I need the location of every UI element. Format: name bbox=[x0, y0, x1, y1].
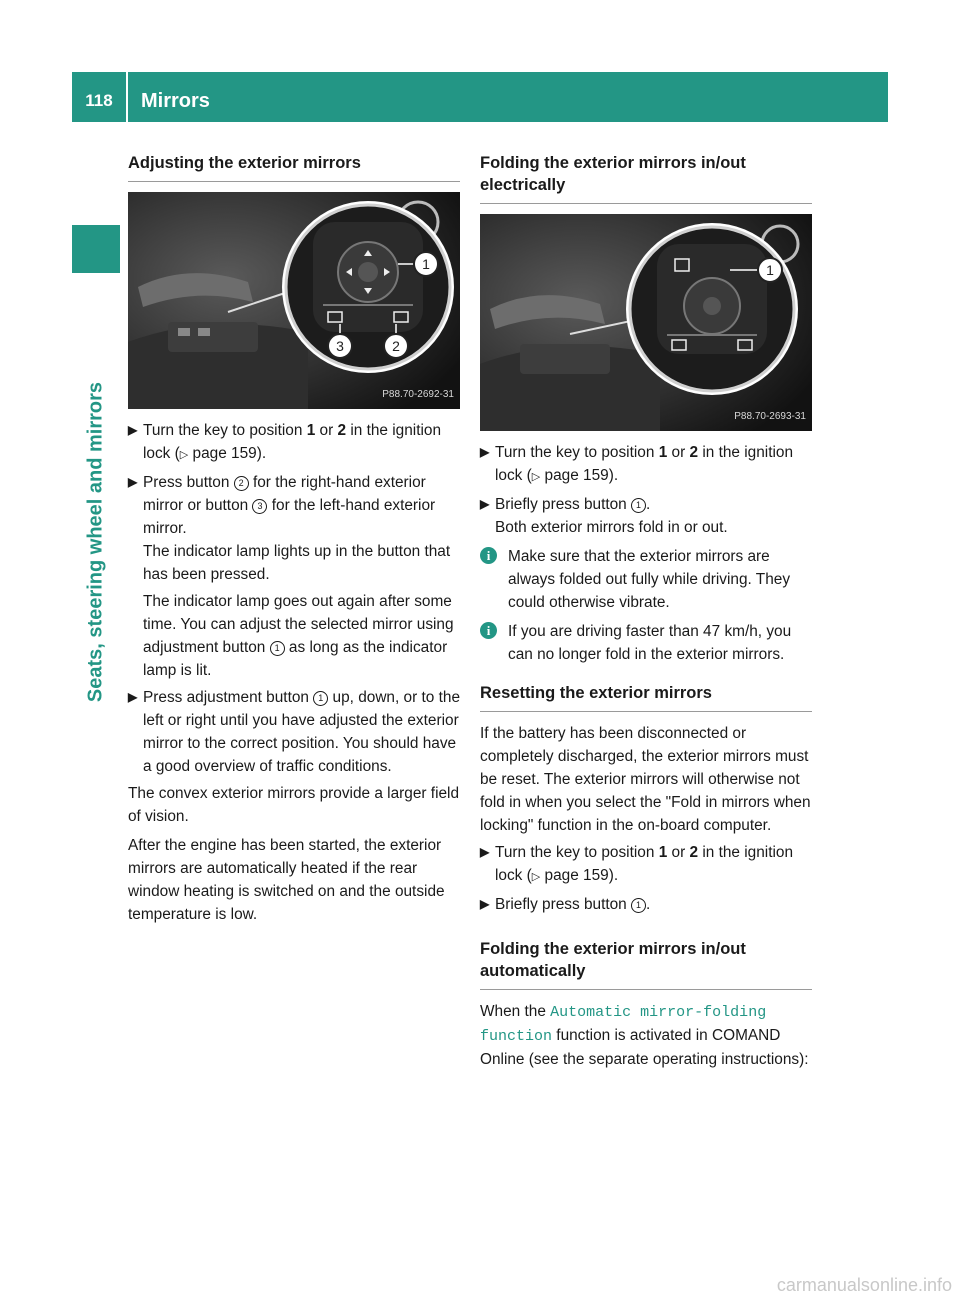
button-3-marker: 3 bbox=[252, 499, 267, 514]
instruction-arrow-icon: ▶ bbox=[480, 845, 490, 859]
instruction-step: ▶ Press adjustment button 1 up, down, or to the left or right until you have adjusted the exterior mirror to the correct position. You should have a good overview of traffic conditions. bbox=[128, 686, 460, 778]
instruction-arrow-icon: ▶ bbox=[128, 475, 138, 489]
chapter-side-label: Seats, steering wheel and mirrors bbox=[84, 381, 107, 703]
button-1-marker: 1 bbox=[313, 691, 328, 706]
button-1-marker: 1 bbox=[631, 898, 646, 913]
body-paragraph: After the engine has been started, the exterior mirrors are automatically heated if the rear window heating is switched on and the outside temperature is low. bbox=[128, 837, 445, 923]
mirror-fold-figure bbox=[480, 214, 812, 431]
info-icon: i bbox=[480, 622, 497, 639]
door-panel-illustration bbox=[480, 214, 812, 431]
page-number: 118 bbox=[85, 91, 113, 110]
instruction-continuation: The indicator lamp lights up in the button that has been pressed. bbox=[143, 543, 451, 583]
page-ref-icon: ▷ bbox=[179, 449, 189, 461]
chapter-tab-marker bbox=[72, 225, 120, 273]
svg-text:2: 2 bbox=[392, 338, 400, 354]
instruction-step: ▶ Turn the key to position 1 or 2 in the ignition lock (▷ page 159). bbox=[480, 441, 812, 489]
instruction-step: ▶ Briefly press button 1 . bbox=[480, 493, 812, 516]
instruction-arrow-icon: ▶ bbox=[480, 445, 490, 459]
right-column bbox=[480, 152, 812, 1071]
section-heading-folding-electrically: Folding the exterior mirrors in/out electrically bbox=[480, 152, 812, 204]
section-heading-resetting: Resetting the exterior mirrors bbox=[480, 682, 812, 712]
comand-function-name: Automatic mirror-folding function bbox=[480, 1004, 767, 1045]
info-icon: i bbox=[480, 547, 497, 564]
body-paragraph: The convex exterior mirrors provide a larger field of vision. bbox=[128, 785, 460, 825]
left-column bbox=[128, 152, 460, 926]
instruction-step: ▶ Briefly press button 1 . bbox=[480, 893, 812, 916]
section-heading-adjusting: Adjusting the exterior mirrors bbox=[128, 152, 460, 182]
page-ref-icon: ▷ bbox=[531, 471, 541, 483]
watermark: carmanualsonline.info bbox=[776, 1275, 952, 1295]
page-ref-icon: ▷ bbox=[531, 871, 541, 883]
header-divider bbox=[126, 72, 128, 122]
door-panel-illustration bbox=[128, 192, 460, 409]
instruction-step: ▶ Turn the key to position 1 or 2 in the ignition lock (▷ page 159). bbox=[128, 419, 460, 467]
instruction-step: ▶ Turn the key to position 1 or 2 in the ignition lock (▷ page 159). bbox=[480, 841, 812, 889]
instruction-arrow-icon: ▶ bbox=[128, 690, 138, 704]
button-1-marker: 1 bbox=[270, 641, 285, 656]
button-2-marker: 2 bbox=[234, 476, 249, 491]
instruction-arrow-icon: ▶ bbox=[128, 423, 138, 437]
mirror-adjust-figure bbox=[128, 192, 460, 409]
page-title: Mirrors bbox=[141, 90, 210, 112]
button-1-marker: 1 bbox=[631, 498, 646, 513]
figure-code: P88.70-2692-31 bbox=[382, 389, 454, 400]
instruction-arrow-icon: ▶ bbox=[480, 497, 490, 511]
info-note: i Make sure that the exterior mirrors are always folded out fully while driving. They could otherwise vibrate. bbox=[480, 545, 812, 614]
instruction-continuation: Both exterior mirrors fold in or out. bbox=[495, 519, 728, 536]
instruction-step: ▶ Press button 2 for the right-hand exterior mirror or button 3 for the left-hand exterior mirror. bbox=[128, 471, 460, 540]
section-heading-folding-automatically: Folding the exterior mirrors in/out automatically bbox=[480, 938, 812, 990]
svg-text:1: 1 bbox=[766, 262, 774, 278]
svg-text:3: 3 bbox=[336, 338, 344, 354]
body-paragraph: When the Automatic mirror-folding function function is activated in COMAND Online (see the separate operating instructions): bbox=[480, 1003, 809, 1068]
instruction-arrow-icon: ▶ bbox=[480, 897, 490, 911]
info-note: i If you are driving faster than 47 km/h, you can no longer fold in the exterior mirrors. bbox=[480, 620, 812, 666]
svg-text:1: 1 bbox=[422, 256, 430, 272]
instruction-continuation: The indicator lamp goes out again after some time. You can adjust the selected mirror using adjustment button 1 as long as the indicator lamp is lit. bbox=[143, 593, 454, 679]
figure-code: P88.70-2693-31 bbox=[734, 411, 806, 422]
body-paragraph: If the battery has been disconnected or completely discharged, the exterior mirrors must be reset. The exterior mirrors will otherwise not fold in when you select the "Fold in mirrors when locking" function in the on-board computer. bbox=[480, 725, 811, 834]
